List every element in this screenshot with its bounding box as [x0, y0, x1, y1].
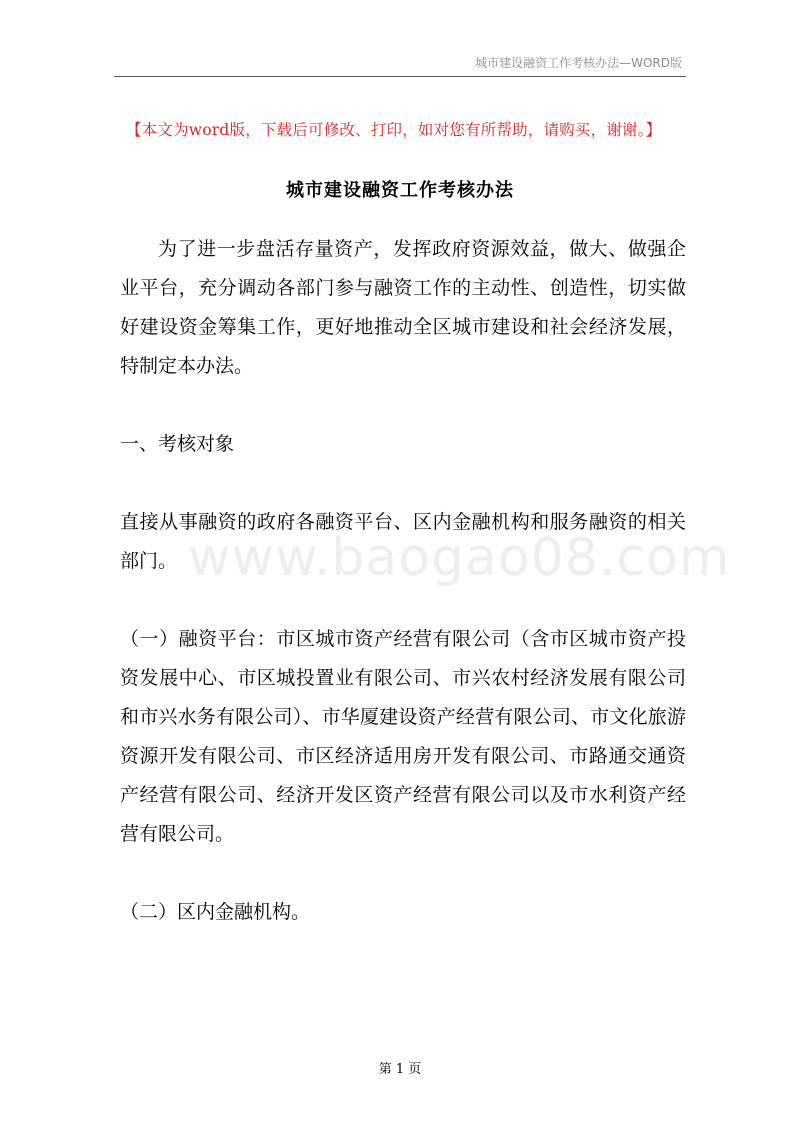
list-item-financing-platforms: （一）融资平台：市区城市资产经营有限公司（含市区城市资产投资发展中心、市区城投置业有限公司、市兴农村经济发展有限公司和市兴水务有限公司）、市华厦建设资产经营有限公司、市文化旅游资源开发有限公司、市区经济适用房开发有限公司、市路通交通资产经营有限公司、经济开发区资产经营有限公司以及市水利资产经营有限公司。 — [120, 628, 686, 845]
section-body-paragraph: 直接从事融资的政府各融资平台、区内金融机构和服务融资的相关部门。 — [120, 511, 686, 572]
page-number: 第 1 页 — [378, 1062, 422, 1077]
intro-paragraph: 为了进一步盘活存量资产，发挥政府资源效益，做大、做强企业平台，充分调动各部门参与融资工作的主动性、创造性，切实做好建设资金筹集工作，更好地推动全区城市建设和社会经济发展，特制定本办法。 — [120, 238, 686, 377]
watermark: www.baogao08.com — [188, 528, 731, 588]
section-heading: 一、考核对象 — [120, 433, 235, 455]
running-header: 城市建设融资工作考核办法—WORD版 — [475, 56, 682, 70]
document-body — [120, 230, 686, 932]
purchase-notice: 【本文为word版，下载后可修改、打印，如对您有所帮助，请购买，谢谢。】 — [126, 121, 662, 139]
document-title: 城市建设融资工作考核办法 — [286, 180, 514, 201]
list-item-financial-institutions: （二）区内金融机构。 — [120, 901, 311, 923]
header-divider — [114, 76, 686, 77]
